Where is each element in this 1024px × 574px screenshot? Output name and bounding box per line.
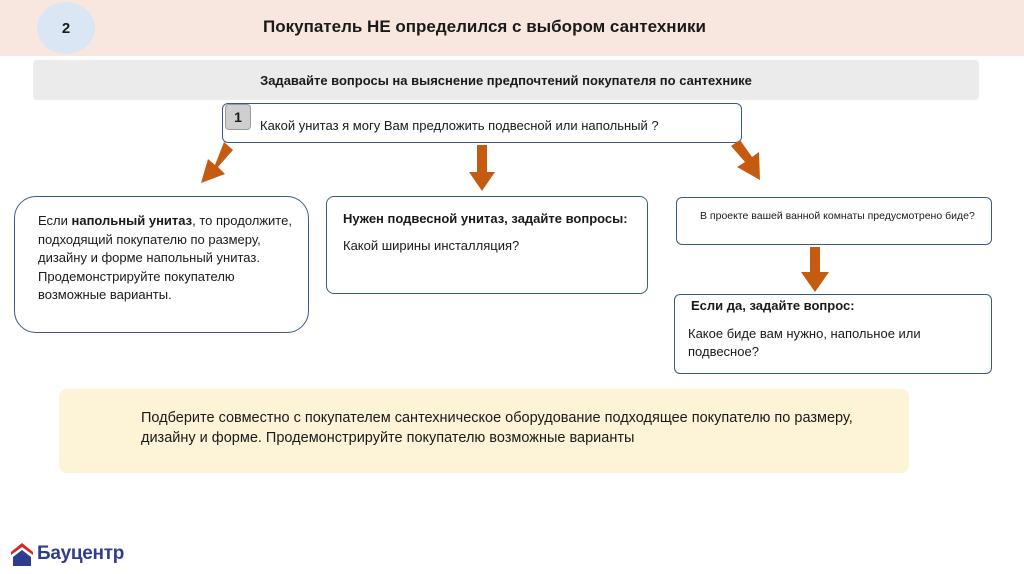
bidet-followup-text: Какое биде вам нужно, напольное или подвесное? bbox=[688, 326, 921, 359]
wall-hung-heading: Нужен подвесной унитаз, задайте вопросы: bbox=[343, 211, 628, 226]
page-title: Покупатель НЕ определился с выбором сантехники bbox=[263, 17, 706, 36]
bottom-recommendation-text: Подберите совместно с покупателем сантехническое оборудование подходящее покупателю по размеру, дизайну и форме. Продемонстрируйте покупателю возможные варианты bbox=[141, 410, 853, 446]
arrow-to-left-branch bbox=[201, 142, 233, 183]
arrow-to-right-branch bbox=[731, 140, 760, 180]
bidet-followup-box bbox=[674, 294, 992, 374]
question-text: Какой унитаз я могу Вам предложить подвесной или напольный ? bbox=[260, 118, 659, 133]
floor-toilet-branch: Если напольный унитаз, то продолжите, подходящий покупателю по размеру, дизайну и форме напольный унитаз. Продемонстрируйте покупателю возможные варианты. bbox=[14, 196, 309, 333]
logo-house-icon bbox=[11, 541, 33, 567]
step-number-badge: 2 bbox=[37, 2, 95, 54]
floor-toilet-highlight: напольный унитаз bbox=[71, 213, 193, 228]
logo-text: Бауцентр bbox=[37, 543, 125, 564]
bidet-question-box bbox=[676, 197, 992, 245]
subtitle-text: Задавайте вопросы на выяснение предпочтений покупателя по сантехнике bbox=[260, 72, 752, 88]
company-logo bbox=[11, 541, 124, 567]
bottom-recommendation bbox=[59, 389, 909, 473]
arrow-to-middle-branch bbox=[469, 145, 495, 191]
bidet-question-text: В проекте вашей ванной комнаты предусмотрено биде? bbox=[700, 210, 975, 222]
question-number-badge: 1 bbox=[225, 104, 251, 130]
wall-hung-toilet-branch bbox=[326, 196, 648, 294]
bidet-followup-heading: Если да, задайте вопрос: bbox=[691, 298, 855, 313]
installation-width-question: Какой ширины инсталляция? bbox=[343, 238, 520, 253]
arrow-to-bidet-followup bbox=[801, 247, 829, 292]
